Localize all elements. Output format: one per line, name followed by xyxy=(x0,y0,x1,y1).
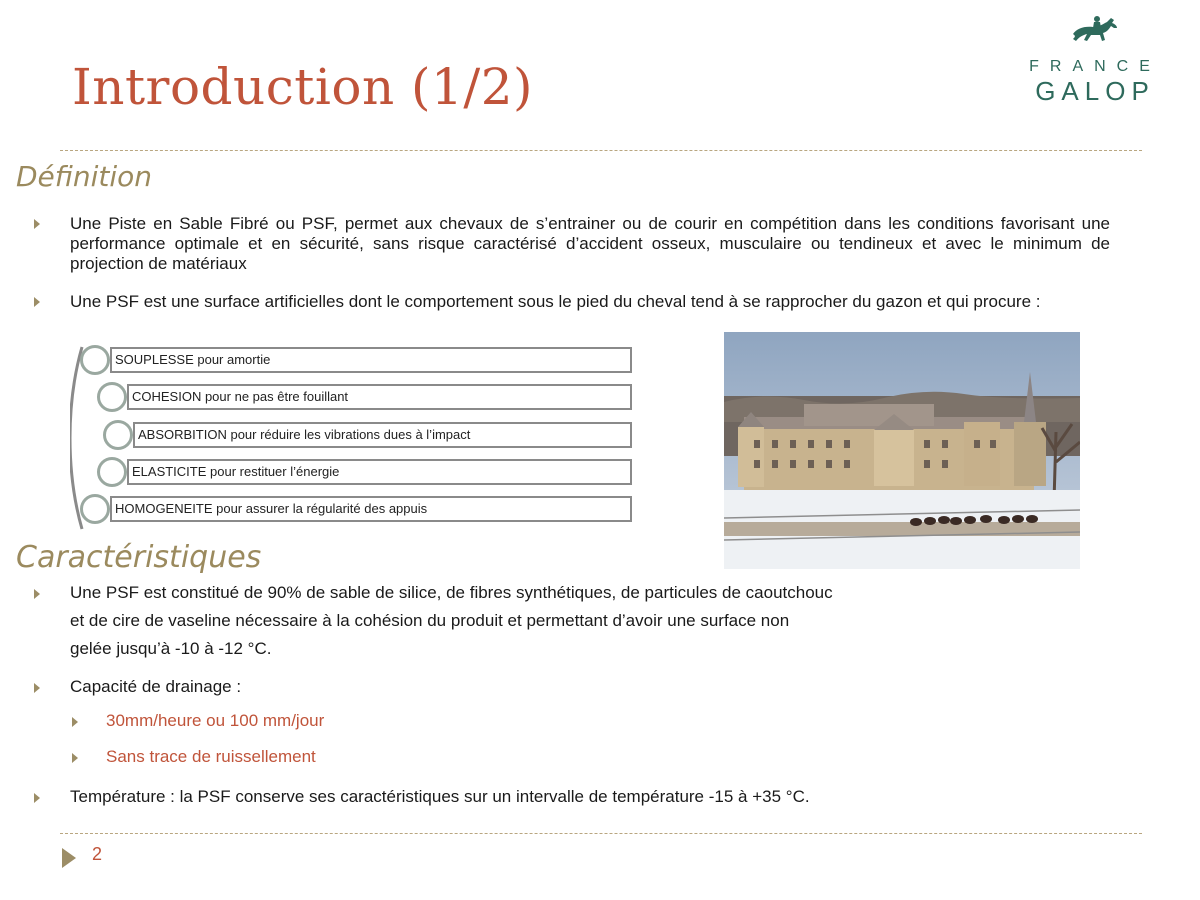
property-marker-circle xyxy=(97,457,127,487)
top-divider xyxy=(60,150,1142,151)
property-marker-circle xyxy=(80,345,110,375)
bullet-icon xyxy=(34,793,40,803)
sub-bullet-icon xyxy=(72,753,78,763)
caracteristiques-bullet-1 xyxy=(70,579,1070,663)
drainage-rate: 30mm/heure ou 100 mm/jour xyxy=(106,711,325,730)
bullet-icon xyxy=(34,219,40,229)
caracteristiques-bullet-3: Température : la PSF conserve ses caractéristiques sur un intervalle de température -15 à +35 °C. xyxy=(70,787,810,806)
logo-text-galop: GALOP xyxy=(1035,76,1155,106)
property-marker-circle xyxy=(97,382,127,412)
property-souplesse: SOUPLESSE pour amortie xyxy=(110,347,632,373)
slide-title: Introduction (1/2) xyxy=(72,58,534,116)
drainage-note: Sans trace de ruissellement xyxy=(106,747,316,766)
caracteristiques-bullet-1-line-1: Une PSF est constitué de 90% de sable de silice, de fibres synthétiques, de particules de caoutchouc xyxy=(70,583,833,602)
caracteristiques-bullet-1-line-3: gelée jusqu’à -10 à -12 °C. xyxy=(70,639,272,658)
caracteristiques-bullet-1-line-2: et de cire de vaseline nécessaire à la cohésion du produit et permettant d’avoir une surface non xyxy=(70,611,790,630)
property-homogeneite: HOMOGENEITE pour assurer la régularité des appuis xyxy=(110,496,632,522)
definition-heading: Définition xyxy=(16,160,153,193)
sub-bullet-icon xyxy=(72,717,78,727)
logo-text-france: FRANCE xyxy=(1029,58,1161,75)
property-marker-circle xyxy=(103,420,133,450)
definition-bullet-1: Une Piste en Sable Fibré ou PSF, permet aux chevaux de s’entrainer ou de courir en compétition dans les conditions favorisant une performance optimale et en sécurité, sans risque caractérisé d’accident osseux, musculaire ou tendineux et avec le minimum de projection de matériaux xyxy=(70,214,1110,273)
bullet-icon xyxy=(34,297,40,307)
property-cohesion: COHESION pour ne pas être fouillant xyxy=(127,384,632,410)
chateau-racecourse-photo xyxy=(724,332,1080,569)
page-marker-icon xyxy=(62,848,76,868)
bottom-divider xyxy=(60,833,1142,834)
property-absorbition: ABSORBITION pour réduire les vibrations dues à l’impact xyxy=(133,422,632,448)
bullet-icon xyxy=(34,589,40,599)
caracteristiques-heading: Caractéristiques xyxy=(16,540,262,575)
bullet-icon xyxy=(34,683,40,693)
property-marker-circle xyxy=(80,494,110,524)
caracteristiques-bullet-2: Capacité de drainage : xyxy=(70,677,242,696)
definition-bullet-2: Une PSF est une surface artificielles dont le comportement sous le pied du cheval tend à se rapprocher du gazon et qui procure : xyxy=(70,292,1041,311)
horse-rider-icon xyxy=(1067,14,1123,48)
page-number: 2 xyxy=(92,844,103,864)
property-elasticite: ELASTICITE pour restituer l’énergie xyxy=(127,459,632,485)
france-galop-logo xyxy=(1005,14,1185,114)
